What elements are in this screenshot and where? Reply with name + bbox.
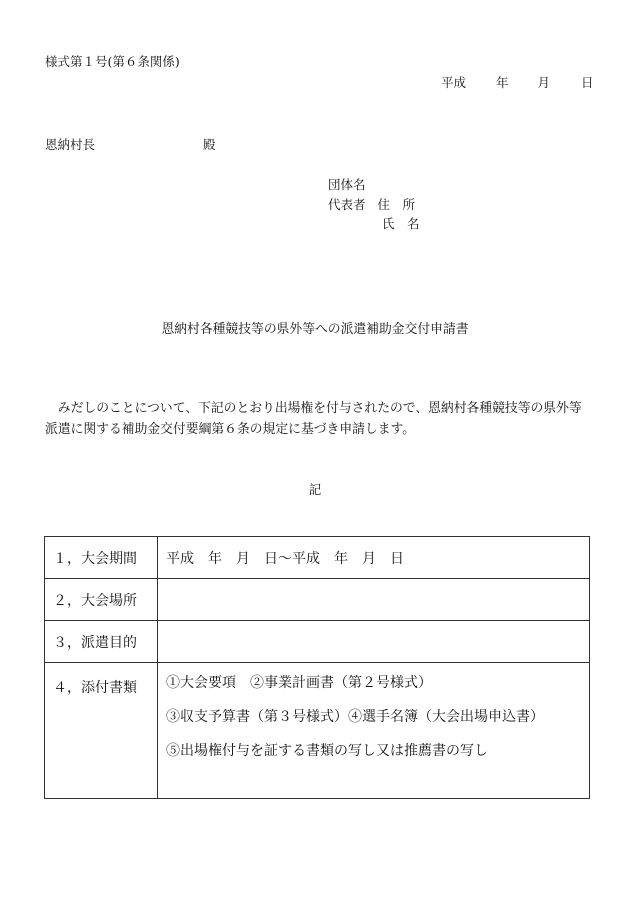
attachments-cell bbox=[158, 663, 590, 799]
attachment-line: ③収支予算書（第３号様式）④選手名簿（大会出場申込書） bbox=[166, 709, 544, 725]
row-header: １，大会期間 bbox=[45, 537, 158, 579]
addressee-honorific: 殿 bbox=[203, 137, 216, 152]
table-row-period bbox=[45, 537, 590, 579]
addressee bbox=[45, 135, 216, 153]
body-paragraph: みだしのことについて、下記のとおり出場権を付与されたので、恩納村各種競技等の県外等派遣に関する補助金交付要綱第６条の規定に基づき申請します。 bbox=[45, 401, 582, 437]
date-line bbox=[441, 73, 594, 91]
representative-label: 代表者 bbox=[328, 196, 366, 212]
ki-heading: 記 bbox=[308, 482, 322, 497]
date-day: 日 bbox=[581, 75, 594, 90]
detail-table bbox=[44, 536, 590, 799]
body-text bbox=[45, 398, 590, 440]
addressee-name: 恩納村長 bbox=[45, 137, 96, 152]
row-header: ２，大会場所 bbox=[45, 579, 158, 621]
date-era: 平成 bbox=[441, 75, 467, 90]
row-header: ３，派遣目的 bbox=[45, 621, 158, 663]
date-year: 年 bbox=[496, 75, 509, 90]
row-value bbox=[158, 579, 590, 621]
date-month: 月 bbox=[537, 75, 551, 90]
name-label: 氏 名 bbox=[382, 216, 420, 231]
attachment-line: ①大会要項 ②事業計画書（第２号様式） bbox=[166, 675, 432, 691]
group-name-label: 団体名 bbox=[328, 177, 366, 192]
table-row-attachments bbox=[45, 663, 590, 799]
row-value: 平成 年 月 日～平成 年 月 日 bbox=[158, 537, 590, 579]
table-row-venue bbox=[45, 579, 590, 621]
row-header: ４，添付書類 bbox=[45, 663, 158, 799]
form-number: 様式第１号(第６条関係) bbox=[45, 54, 180, 69]
table-row-purpose bbox=[45, 621, 590, 663]
applicant-block bbox=[328, 175, 420, 234]
row-value bbox=[158, 621, 590, 663]
document-title: 恩納村各種競技等の県外等への派遣補助金交付申請書 bbox=[161, 322, 469, 337]
attachment-line: ⑤出場権付与を証する書類の写し又は推薦書の写し bbox=[166, 743, 488, 759]
address-label: 住 所 bbox=[377, 196, 416, 212]
representative-row bbox=[328, 195, 420, 215]
